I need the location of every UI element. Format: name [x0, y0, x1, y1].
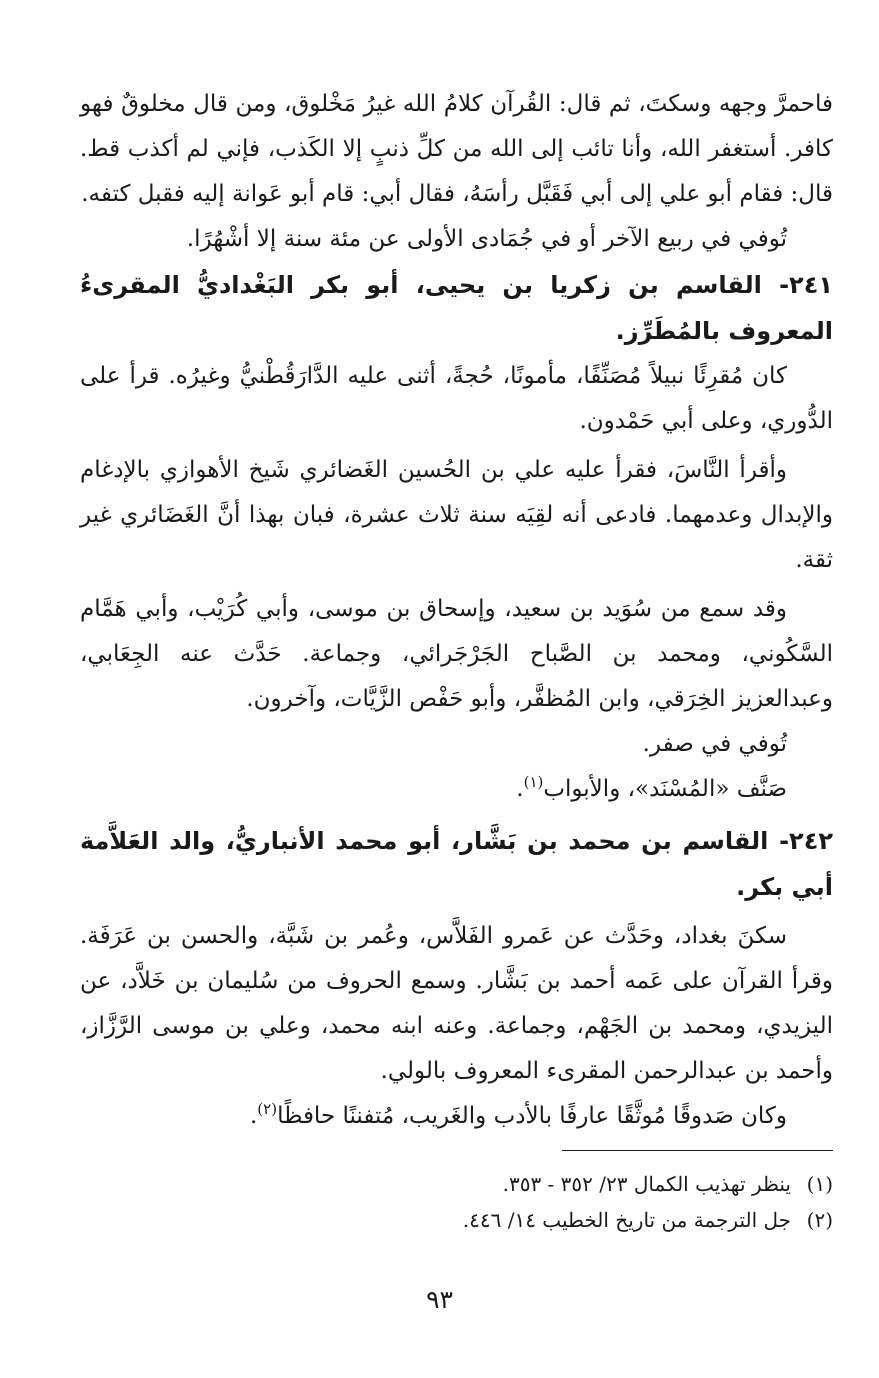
paragraph: فاحمرَّ وجهه وسكتَ، ثم قال: القُرآن كلامُ الله غيرُ مَخْلوق، ومن قال مخلوقٌ فهو كافر. أستغفر الله، وأنا تائب إلى الله من كلِّ ذنبٍ إلا الكَذب، فإني لم أكذب قط. قال: فقام أبو علي إلى أبي فَقَبَّل رأسَهُ، فقال أبي: قام أبو عَوانة إليه فقبل كتفه.	[80, 91, 833, 207]
main-text	[80, 82, 833, 1141]
footnote-number: (٢)	[806, 1208, 833, 1232]
paragraph	[80, 1094, 833, 1141]
paragraph: تُوفي في صفر.	[642, 731, 787, 757]
paragraph-end: .	[249, 1103, 258, 1129]
paragraph: كان مُقرِئًا نبيلاً مُصَنِّفًا، مأمونًا، حُجةً، أثنى عليه الدَّارَقُطْنيُّ وغيرُه. قرأ على الدُّوري، وعلى أبي حَمْدون.	[80, 363, 833, 434]
paragraph-text: صَنَّف «المُسْنَد»، والأبواب	[543, 776, 787, 802]
paragraph-text: وكان صَدوقًا مُوثَّقًا عارفًا بالأدب والغَريب، مُتفننًا حافظًا	[277, 1103, 787, 1129]
footnote-ref-2[interactable]: (٢)	[257, 1100, 278, 1118]
entry-heading-242: ٢٤٢- القاسم بن محمد بن بَشَّار، أبو محمد الأنباريُّ، والد العَلاَّمة أبي بكر.	[80, 827, 833, 901]
paragraph: وأقرأ النَّاسَ، فقرأ عليه علي بن الحُسين الغَضائري شَيخ الأهوازي بالإدغام والإبدال وعدمهما. فادعى أنه لقِيَه سنة ثلاث عشرة، فبان بهذا أنَّ الغَضَائري غير ثقة.	[80, 457, 833, 573]
footnote-text: جل الترجمة من تاريخ الخطيب ١٤/ ٤٤٦.	[462, 1208, 791, 1232]
footnote-ref-1[interactable]: (١)	[523, 773, 544, 791]
footnote	[80, 1202, 833, 1238]
footnote-number: (١)	[806, 1172, 833, 1196]
paragraph: سكنَ بغداد، وحَدَّث عن عَمرو الفَلاَّس، وعُمر بن شَبَّة، والحسن بن عَرَفَة. وقرأ القرآن على عَمه أحمد بن بَشَّار. وسمع الحروف من سُليمان بن خَلاَّد، عن اليزيدي، ومحمد بن الجَهْم، وجماعة. وعنه ابنه محمد، وعلي بن موسى الرَّزَّاز، وأحمد بن عبدالرحمن المقرىء المعروف بالولي.	[80, 923, 833, 1084]
paragraph-end: .	[516, 776, 524, 802]
page-number: ٩٣	[426, 1285, 453, 1314]
paragraph: تُوفي في ربيع الآخر أو في جُمَادى الأولى عن مئة سنة إلا أشْهُرًا.	[186, 226, 787, 252]
footnote-divider	[562, 1150, 833, 1151]
paragraph	[80, 767, 833, 814]
footnotes	[80, 1166, 833, 1238]
footnote	[80, 1166, 833, 1202]
footnote-text: ينظر تهذيب الكمال ٢٣/ ٣٥٢ - ٣٥٣.	[502, 1172, 791, 1196]
entry-heading-241: ٢٤١- القاسم بن زكريا بن يحيى، أبو بكر البَغْداديُّ المقرىءُ المعروف بالمُطَرِّز.	[80, 271, 833, 345]
paragraph: وقد سمع من سُوَيد بن سعيد، وإسحاق بن موسى، وأبي كُرَيْب، وأبي هَمَّام السَّكُوني، ومحمد بن الصَّباح الجَرْجَرائي، وجماعة. حَدَّث عنه الجِعَابي، وعبدالعزيز الخِرَقي، وابن المُظفَّر، وأبو حَفْص الزَّيَّات، وآخرون.	[80, 596, 833, 712]
